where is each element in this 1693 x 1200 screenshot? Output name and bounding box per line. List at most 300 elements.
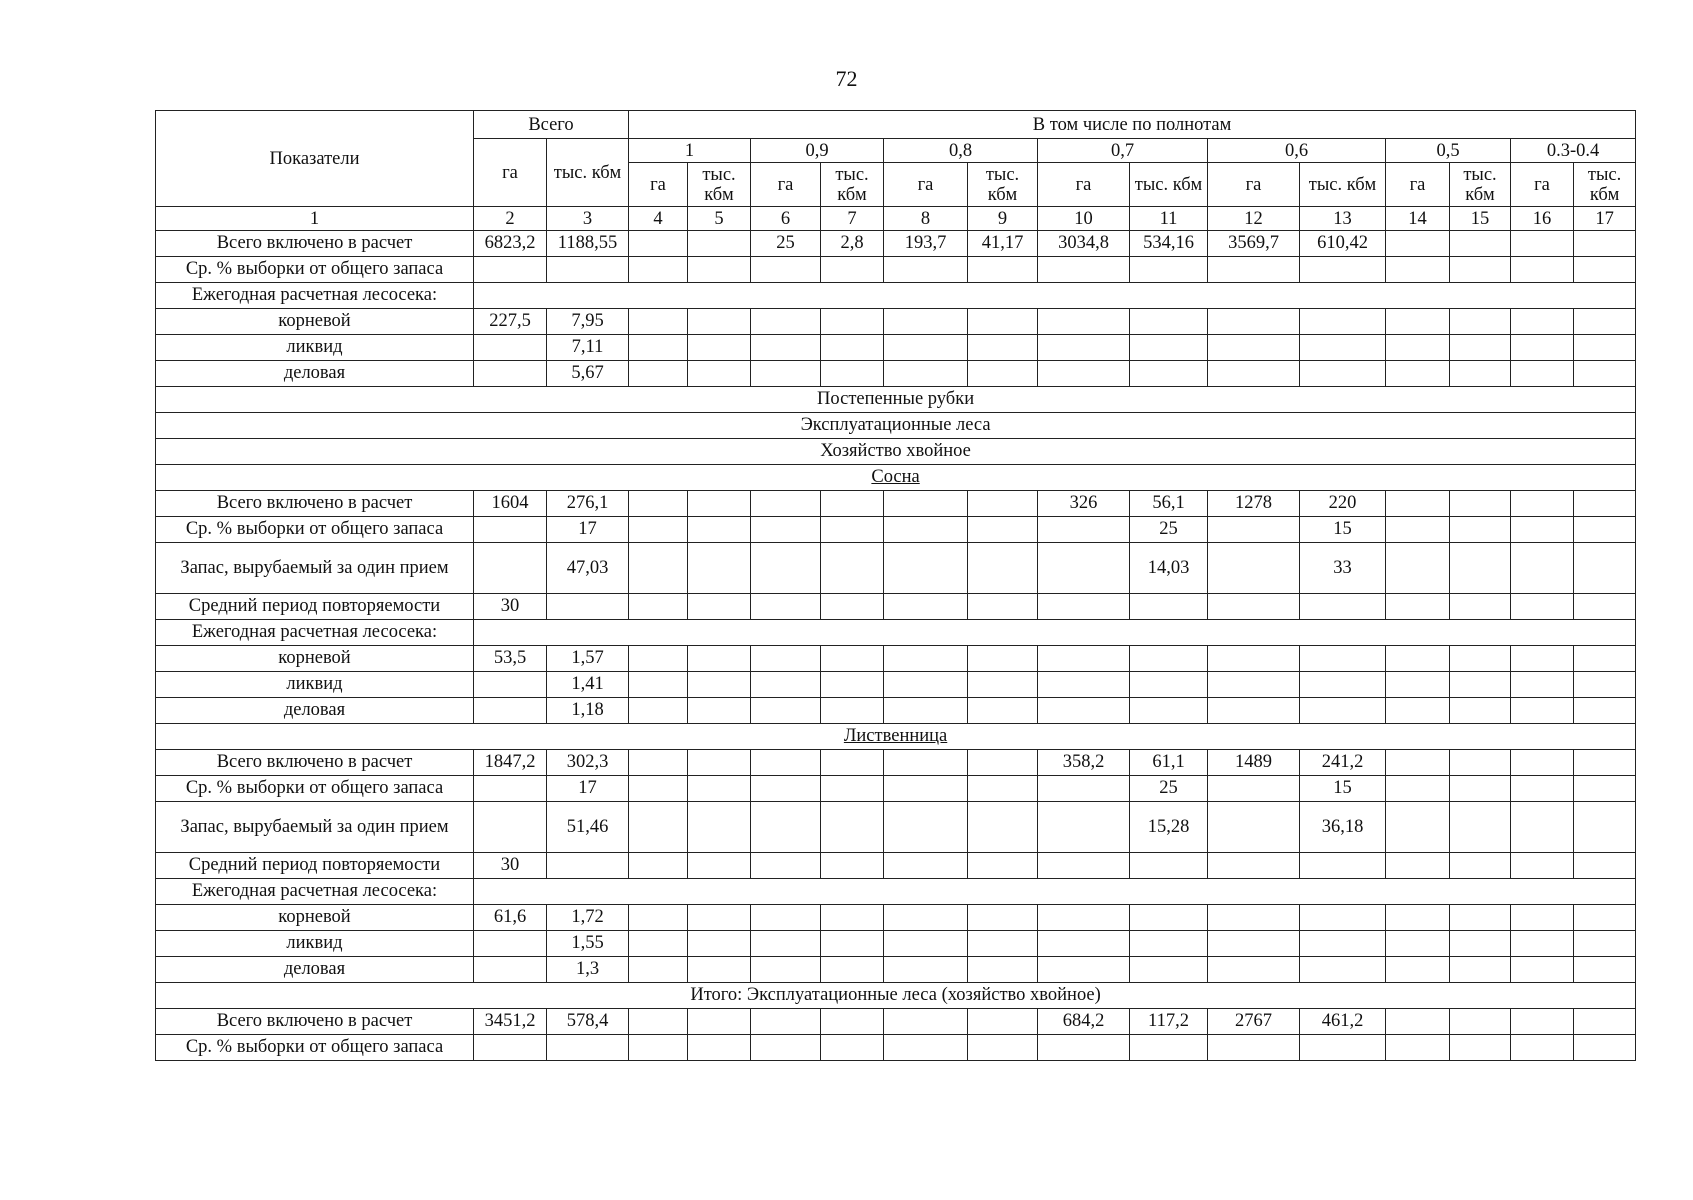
table-row [156, 465, 1636, 491]
table-row [156, 983, 1636, 1009]
header-kbm: тыс. кбм [1574, 163, 1636, 207]
header-indicators: Показатели [156, 111, 474, 207]
table-cell [1574, 672, 1636, 698]
table-cell [1208, 543, 1300, 594]
table-cell [1038, 957, 1130, 983]
table-cell [751, 776, 821, 802]
table-cell [1574, 646, 1636, 672]
table-cell [884, 853, 968, 879]
table-cell: 3451,2 [474, 1009, 547, 1035]
table-row [156, 620, 1636, 646]
table-cell [884, 517, 968, 543]
table-cell: 1,72 [547, 905, 629, 931]
table-cell [688, 957, 751, 983]
table-cell [1386, 309, 1450, 335]
table-cell [751, 646, 821, 672]
column-number: 10 [1038, 207, 1130, 231]
table-cell: 117,2 [1130, 1009, 1208, 1035]
row-label: корневой [156, 905, 474, 931]
table-cell [629, 672, 688, 698]
table-cell [1574, 905, 1636, 931]
table-row [156, 543, 1636, 594]
table-cell: 220 [1300, 491, 1386, 517]
table-cell: 15 [1300, 776, 1386, 802]
row-label: Средний период повторяемости [156, 853, 474, 879]
table-cell [1450, 257, 1511, 283]
table-cell [474, 1035, 547, 1061]
table-cell [1511, 698, 1574, 724]
section-heading [156, 983, 1636, 1009]
table-cell [1038, 361, 1130, 387]
table-cell: 17 [547, 517, 629, 543]
empty-span-cell [474, 620, 1636, 646]
table-cell [1208, 905, 1300, 931]
forest-calculation-table [155, 110, 1636, 1061]
table-cell [1130, 335, 1208, 361]
header-ha: га [751, 163, 821, 207]
table-cell [1208, 957, 1300, 983]
table-cell [968, 361, 1038, 387]
column-number: 4 [629, 207, 688, 231]
table-cell [1386, 776, 1450, 802]
table-cell: 358,2 [1038, 750, 1130, 776]
table-cell [1300, 646, 1386, 672]
table-cell [1386, 361, 1450, 387]
table-row [156, 724, 1636, 750]
table-cell [474, 517, 547, 543]
table-cell [1386, 257, 1450, 283]
table-cell [751, 543, 821, 594]
table-row [156, 853, 1636, 879]
table-cell [474, 672, 547, 698]
header-total-ha: га [474, 139, 547, 207]
row-label: деловая [156, 957, 474, 983]
table-cell [1300, 698, 1386, 724]
table-cell: 14,03 [1130, 543, 1208, 594]
section-heading-text: Эксплуатационные леса [800, 415, 991, 435]
table-cell [1574, 309, 1636, 335]
table-cell [1386, 646, 1450, 672]
table-cell [1208, 776, 1300, 802]
page-number: 72 [835, 66, 858, 91]
table-cell [968, 491, 1038, 517]
table-cell: 1,41 [547, 672, 629, 698]
row-label: Ежегодная расчетная лесосека: [156, 879, 474, 905]
table-row [156, 905, 1636, 931]
table-row [156, 672, 1636, 698]
table-cell [751, 931, 821, 957]
table-cell [1386, 1035, 1450, 1061]
table-cell: 461,2 [1300, 1009, 1386, 1035]
table-cell: 56,1 [1130, 491, 1208, 517]
table-cell [688, 309, 751, 335]
table-cell [821, 257, 884, 283]
table-cell [751, 853, 821, 879]
table-cell [968, 1009, 1038, 1035]
table-cell [1038, 257, 1130, 283]
table-cell [629, 750, 688, 776]
column-number: 5 [688, 207, 751, 231]
column-number: 3 [547, 207, 629, 231]
table-cell [968, 257, 1038, 283]
table-cell [688, 750, 751, 776]
table-cell [688, 361, 751, 387]
table-cell [688, 1035, 751, 1061]
table-cell [688, 594, 751, 620]
table-cell [1574, 231, 1636, 257]
table-cell [1574, 853, 1636, 879]
table-row [156, 309, 1636, 335]
header-kbm: тыс. кбм [1300, 163, 1386, 207]
table-cell [1038, 335, 1130, 361]
table-cell [1511, 543, 1574, 594]
table-row [156, 517, 1636, 543]
table-cell [1511, 957, 1574, 983]
table-cell [884, 335, 968, 361]
table-cell [884, 543, 968, 594]
table-cell [1386, 1009, 1450, 1035]
table-cell [629, 802, 688, 853]
table-cell [1511, 231, 1574, 257]
table-cell [1450, 750, 1511, 776]
table-cell: 241,2 [1300, 750, 1386, 776]
header-ha: га [884, 163, 968, 207]
table-cell [821, 543, 884, 594]
table-cell [688, 698, 751, 724]
table-cell [1208, 594, 1300, 620]
table-cell [629, 361, 688, 387]
table-cell [751, 335, 821, 361]
table-cell [1386, 698, 1450, 724]
table-cell [1130, 361, 1208, 387]
table-cell [1450, 231, 1511, 257]
table-cell [1300, 309, 1386, 335]
header-by-density: В том числе по полнотам [629, 111, 1636, 139]
table-cell [688, 1009, 751, 1035]
table-cell [1450, 931, 1511, 957]
header-ha: га [1038, 163, 1130, 207]
table-cell [474, 335, 547, 361]
table-cell [688, 905, 751, 931]
table-cell [751, 802, 821, 853]
row-label: ликвид [156, 672, 474, 698]
table-cell [547, 594, 629, 620]
table-cell [629, 231, 688, 257]
table-cell [629, 1009, 688, 1035]
table-cell [968, 1035, 1038, 1061]
table-cell [1574, 1009, 1636, 1035]
table-cell [1130, 957, 1208, 983]
header-density: 0,9 [751, 139, 884, 163]
table-cell [1208, 672, 1300, 698]
table-cell [821, 517, 884, 543]
table-cell [1511, 672, 1574, 698]
row-label: Запас, вырубаемый за один прием [156, 802, 474, 853]
table-cell [751, 905, 821, 931]
table-cell [688, 491, 751, 517]
table-cell [1511, 594, 1574, 620]
table-cell: 1278 [1208, 491, 1300, 517]
table-cell [474, 543, 547, 594]
table-cell [1208, 335, 1300, 361]
table-cell [751, 957, 821, 983]
header-ha: га [629, 163, 688, 207]
table-cell [1300, 672, 1386, 698]
table-cell: 30 [474, 853, 547, 879]
table-body [156, 231, 1636, 1061]
table-row [156, 646, 1636, 672]
table-cell [1574, 594, 1636, 620]
column-number: 2 [474, 207, 547, 231]
row-label: ликвид [156, 931, 474, 957]
table-cell: 15 [1300, 517, 1386, 543]
table-row [156, 361, 1636, 387]
table-cell [1450, 1009, 1511, 1035]
table-cell [1511, 776, 1574, 802]
table-cell [1300, 1035, 1386, 1061]
table-cell [547, 1035, 629, 1061]
table-cell: 17 [547, 776, 629, 802]
table-cell [1450, 802, 1511, 853]
table-cell: 2767 [1208, 1009, 1300, 1035]
table-cell: 193,7 [884, 231, 968, 257]
table-cell [1386, 672, 1450, 698]
table-cell [1386, 905, 1450, 931]
row-label: Ежегодная расчетная лесосека: [156, 620, 474, 646]
row-label: Запас, вырубаемый за один прием [156, 543, 474, 594]
table-cell [1300, 931, 1386, 957]
table-cell: 7,95 [547, 309, 629, 335]
table-cell [1450, 905, 1511, 931]
section-heading-text: Постепенные рубки [817, 389, 975, 409]
column-number: 13 [1300, 207, 1386, 231]
column-number: 16 [1511, 207, 1574, 231]
section-heading [156, 439, 1636, 465]
table-cell [1130, 594, 1208, 620]
table-cell [1450, 335, 1511, 361]
table-cell [474, 931, 547, 957]
table-cell [821, 802, 884, 853]
table-cell [629, 594, 688, 620]
table-cell [1450, 957, 1511, 983]
table-cell [884, 931, 968, 957]
table-cell [547, 257, 629, 283]
table-cell [1208, 698, 1300, 724]
table-cell: 41,17 [968, 231, 1038, 257]
table-cell [1130, 1035, 1208, 1061]
table-cell [1130, 698, 1208, 724]
table-cell [1574, 1035, 1636, 1061]
table-cell [968, 931, 1038, 957]
table-cell [884, 698, 968, 724]
table-cell [688, 672, 751, 698]
table-cell [1511, 750, 1574, 776]
table-cell [884, 646, 968, 672]
table-cell [884, 361, 968, 387]
table-cell [884, 957, 968, 983]
table-cell [1386, 957, 1450, 983]
table-cell [1574, 361, 1636, 387]
table-cell [1511, 491, 1574, 517]
table-cell [1208, 361, 1300, 387]
table-cell [1038, 309, 1130, 335]
table-cell [751, 257, 821, 283]
table-row [156, 387, 1636, 413]
table-cell [884, 776, 968, 802]
header-ha: га [1208, 163, 1300, 207]
table-cell [751, 698, 821, 724]
section-heading [156, 465, 1636, 491]
table-cell [629, 957, 688, 983]
table-cell [1130, 309, 1208, 335]
table-cell [821, 1009, 884, 1035]
table-cell [1300, 594, 1386, 620]
table-cell [474, 776, 547, 802]
table-cell [1511, 905, 1574, 931]
table-cell [1038, 802, 1130, 853]
table-cell [821, 853, 884, 879]
table-cell [547, 853, 629, 879]
table-cell [884, 257, 968, 283]
table-cell [1130, 646, 1208, 672]
table-cell [629, 257, 688, 283]
section-heading [156, 413, 1636, 439]
table-cell [1574, 931, 1636, 957]
table-cell [1386, 335, 1450, 361]
table-row [156, 491, 1636, 517]
table-cell [1574, 543, 1636, 594]
header-density: 1 [629, 139, 751, 163]
table-cell [1450, 1035, 1511, 1061]
table-cell: 25 [751, 231, 821, 257]
table-cell: 30 [474, 594, 547, 620]
table-cell: 61,6 [474, 905, 547, 931]
table-cell [1511, 1009, 1574, 1035]
header-ha: га [1386, 163, 1450, 207]
row-label: Ср. % выборки от общего запаса [156, 776, 474, 802]
table-cell: 276,1 [547, 491, 629, 517]
table-cell [1038, 646, 1130, 672]
table-cell: 534,16 [1130, 231, 1208, 257]
table-cell [884, 309, 968, 335]
table-cell [1386, 491, 1450, 517]
table-cell [629, 309, 688, 335]
section-heading-text: Сосна [871, 467, 920, 487]
header-density: 0,8 [884, 139, 1038, 163]
table-cell [688, 517, 751, 543]
table-cell [1511, 646, 1574, 672]
row-label: Всего включено в расчет [156, 750, 474, 776]
table-cell [968, 750, 1038, 776]
table-cell: 2,8 [821, 231, 884, 257]
table-cell [1574, 802, 1636, 853]
table-cell [1038, 776, 1130, 802]
table-cell: 1,3 [547, 957, 629, 983]
table-cell [968, 853, 1038, 879]
table-cell [1386, 543, 1450, 594]
table-cell [1208, 517, 1300, 543]
row-label: Ср. % выборки от общего запаса [156, 1035, 474, 1061]
table-cell: 1489 [1208, 750, 1300, 776]
table-cell [1511, 361, 1574, 387]
table-cell: 1847,2 [474, 750, 547, 776]
row-label: деловая [156, 698, 474, 724]
table-cell: 51,46 [547, 802, 629, 853]
table-cell [629, 491, 688, 517]
table-cell [1450, 776, 1511, 802]
header-kbm: тыс. кбм [1130, 163, 1208, 207]
row-label: Ср. % выборки от общего запаса [156, 517, 474, 543]
header-density: 0,5 [1386, 139, 1511, 163]
table-cell [884, 1035, 968, 1061]
table-cell [968, 517, 1038, 543]
table-cell [688, 776, 751, 802]
table-cell [1574, 957, 1636, 983]
table-cell [968, 335, 1038, 361]
header-total: Всего [474, 111, 629, 139]
table-cell [629, 776, 688, 802]
table-header [156, 111, 1636, 231]
header-total-kbm: тыс. кбм [547, 139, 629, 207]
table-cell [751, 750, 821, 776]
table-cell: 6823,2 [474, 231, 547, 257]
table-cell [821, 905, 884, 931]
table-cell [884, 750, 968, 776]
table-row [156, 750, 1636, 776]
table-cell [688, 543, 751, 594]
table-cell [1130, 672, 1208, 698]
table-cell [1130, 853, 1208, 879]
row-label: Средний период повторяемости [156, 594, 474, 620]
table-cell [1386, 750, 1450, 776]
table-cell [688, 931, 751, 957]
table-cell [1511, 335, 1574, 361]
column-number: 6 [751, 207, 821, 231]
table-cell [688, 646, 751, 672]
table-cell [1130, 905, 1208, 931]
header-density: 0.3-0.4 [1511, 139, 1636, 163]
header-density: 0,6 [1208, 139, 1386, 163]
table-cell: 25 [1130, 517, 1208, 543]
table-cell [1208, 853, 1300, 879]
table-cell: 326 [1038, 491, 1130, 517]
table-cell [1038, 853, 1130, 879]
table-row [156, 231, 1636, 257]
table-cell [1450, 672, 1511, 698]
table-cell [968, 646, 1038, 672]
table-cell [1300, 853, 1386, 879]
section-heading-text: Итого: Эксплуатационные леса (хозяйство хвойное) [690, 985, 1101, 1005]
table-cell [629, 646, 688, 672]
table-cell: 7,11 [547, 335, 629, 361]
table-cell [1038, 698, 1130, 724]
table-cell [968, 543, 1038, 594]
table-cell: 610,42 [1300, 231, 1386, 257]
section-heading [156, 724, 1636, 750]
table-row [156, 413, 1636, 439]
section-heading [156, 387, 1636, 413]
table-cell [688, 257, 751, 283]
table-cell [1574, 491, 1636, 517]
column-number: 11 [1130, 207, 1208, 231]
table-cell [821, 931, 884, 957]
column-number: 9 [968, 207, 1038, 231]
table-cell [884, 802, 968, 853]
table-cell: 1604 [474, 491, 547, 517]
table-cell [629, 853, 688, 879]
table-cell [629, 543, 688, 594]
table-cell [1450, 543, 1511, 594]
